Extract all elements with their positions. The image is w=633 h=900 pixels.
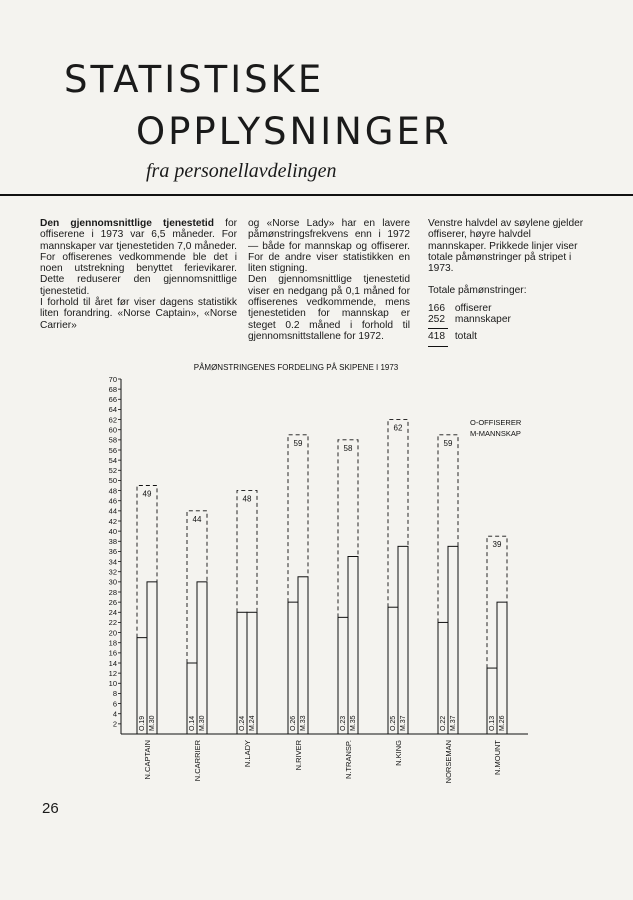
page-title-line2: OPPLYSNINGER xyxy=(136,110,452,153)
y-tick-label: 4 xyxy=(112,709,117,719)
bar-label-m: M.33 xyxy=(300,715,307,731)
page-number: 26 xyxy=(42,800,59,817)
category-label: NORSEMAN xyxy=(444,740,453,784)
totals-label: offiserer xyxy=(454,302,492,314)
y-tick-label: 16 xyxy=(108,648,117,658)
totals-number: 166 xyxy=(428,302,445,314)
totals-number: 252 xyxy=(428,314,445,326)
y-tick-label: 62 xyxy=(108,415,117,425)
y-tick-label: 64 xyxy=(108,405,117,415)
legend-entry: M-MANNSKAP xyxy=(470,429,521,438)
totals-label: mannskaper xyxy=(454,314,511,326)
category-label: N.TRANSP. xyxy=(344,740,353,780)
y-tick-label: 66 xyxy=(108,395,117,405)
y-tick-label: 20 xyxy=(108,628,117,638)
y-tick-label: 10 xyxy=(108,679,117,689)
totals-heading: Totale påmønstringer: xyxy=(428,285,527,297)
legend-entry: O-OFFISERER xyxy=(470,418,522,427)
total-label: 48 xyxy=(242,494,252,504)
y-tick-label: 24 xyxy=(108,608,117,618)
category-label: N.KING xyxy=(394,740,403,766)
y-tick-label: 32 xyxy=(108,567,117,577)
y-tick-label: 52 xyxy=(108,466,117,476)
y-tick-label: 42 xyxy=(108,516,117,526)
bar-label-m: M.37 xyxy=(450,715,457,731)
totals-label: totalt xyxy=(454,331,477,343)
y-tick-label: 2 xyxy=(112,719,117,729)
bar-mannskap xyxy=(298,577,308,734)
bar-mannskap xyxy=(398,546,408,734)
y-tick-label: 50 xyxy=(108,476,117,486)
y-tick-label: 6 xyxy=(112,699,117,709)
y-tick-label: 34 xyxy=(108,557,117,567)
total-label: 59 xyxy=(293,438,303,448)
total-label: 44 xyxy=(192,514,202,524)
y-tick-label: 38 xyxy=(108,537,117,547)
bar-label-m: M.37 xyxy=(400,715,407,731)
page-title-line1: STATISTISKE xyxy=(64,58,325,101)
y-tick-label: 46 xyxy=(108,496,117,506)
y-tick-label: 70 xyxy=(108,374,117,384)
bar-offiserer xyxy=(388,607,398,734)
paragraph: I forhold til året før viser dagens statistikk liten forandring. «Norse Captain», «Norse Carrier» xyxy=(40,297,237,331)
bar-label-o: O.13 xyxy=(489,715,496,731)
y-tick-label: 54 xyxy=(108,455,117,465)
bar-label-o: O.23 xyxy=(340,715,347,731)
y-tick-label: 68 xyxy=(108,384,117,394)
y-tick-label: 12 xyxy=(108,668,117,678)
total-label: 62 xyxy=(393,423,403,433)
total-label: 39 xyxy=(492,540,502,550)
bar-label-m: M.26 xyxy=(499,715,506,731)
y-tick-label: 58 xyxy=(108,435,117,445)
category-label: N.RIVER xyxy=(294,740,303,771)
bar-label-o: O.25 xyxy=(390,715,397,731)
bar-mannskap xyxy=(448,546,458,734)
category-label: N.CARRIER xyxy=(193,740,202,782)
y-tick-label: 44 xyxy=(108,506,117,516)
bar-label-m: M.30 xyxy=(199,715,206,731)
paragraph: Den gjennomsnittlige tjenestetid viser en nedgang på 0,1 måned for offiserenes vedkommende, mens tjenestetiden for mannskap er steget 0.2 måned i forhold til gjennomsnittstallene for 1972. xyxy=(248,274,410,342)
chart-title: PÅMØNSTRINGENES FORDELING PÅ SKIPENE I 1973 xyxy=(193,363,399,372)
bar-mannskap xyxy=(147,582,157,734)
y-tick-label: 8 xyxy=(112,689,117,699)
total-label: 49 xyxy=(142,489,152,499)
y-tick-label: 22 xyxy=(108,618,117,628)
bar-offiserer xyxy=(288,602,298,734)
y-tick-label: 18 xyxy=(108,638,117,648)
y-tick-label: 48 xyxy=(108,486,117,496)
y-tick-label: 36 xyxy=(108,547,117,557)
bar-mannskap xyxy=(348,557,358,735)
category-label: N.CAPTAIN xyxy=(143,740,152,780)
totals-number: 418 xyxy=(428,331,445,343)
y-tick-label: 30 xyxy=(108,577,117,587)
category-label: N.LADY xyxy=(243,740,252,768)
paragraph: Venstre halvdel av søylene gjelder offiserer, høyre halvdel mannskaper. Prikkede linjer viser totale påmønstringer på stripet i 1973. xyxy=(428,218,584,275)
total-outline xyxy=(237,491,257,613)
paragraph: og «Norse Lady» har en lavere påmønstringsfrekvens enn i 1972 — både for mannskap og offiserer. For de andre viser statistikken en liten stigning. xyxy=(248,218,410,275)
bar-label-o: O.24 xyxy=(239,715,246,731)
total-label: 58 xyxy=(343,443,353,453)
y-tick-label: 28 xyxy=(108,587,117,597)
bar-label-m: M.24 xyxy=(249,715,256,731)
bar-label-o: O.19 xyxy=(139,715,146,731)
body-text: for offiserene i 1973 var 6,5 måneder. For mannskaper var tjenestetiden 7,0 måneder. For offiserenes vedkommende ble det i noen utstrekning benyttet ferievikarer. Dette reduserer den gjennomsnittlige tjenestetid. xyxy=(40,218,237,297)
category-label: N.MOUNT xyxy=(493,740,502,775)
bar-label-o: O.22 xyxy=(440,715,447,731)
bar-label-m: M.35 xyxy=(350,715,357,731)
lead-text: Den gjennomsnittlige tjenestetid xyxy=(40,218,214,229)
page-subtitle: fra personellavdelingen xyxy=(146,160,337,182)
y-tick-label: 56 xyxy=(108,445,117,455)
y-tick-label: 40 xyxy=(108,526,117,536)
bar-label-o: O.14 xyxy=(189,715,196,731)
bar-label-m: M.30 xyxy=(149,715,156,731)
y-tick-label: 26 xyxy=(108,597,117,607)
bar-mannskap xyxy=(197,582,207,734)
total-label: 59 xyxy=(443,438,453,448)
y-tick-label: 14 xyxy=(108,658,117,668)
y-tick-label: 60 xyxy=(108,425,117,435)
bar-mannskap xyxy=(497,602,507,734)
bar-offiserer xyxy=(237,612,247,734)
bar-label-o: O.26 xyxy=(290,715,297,731)
